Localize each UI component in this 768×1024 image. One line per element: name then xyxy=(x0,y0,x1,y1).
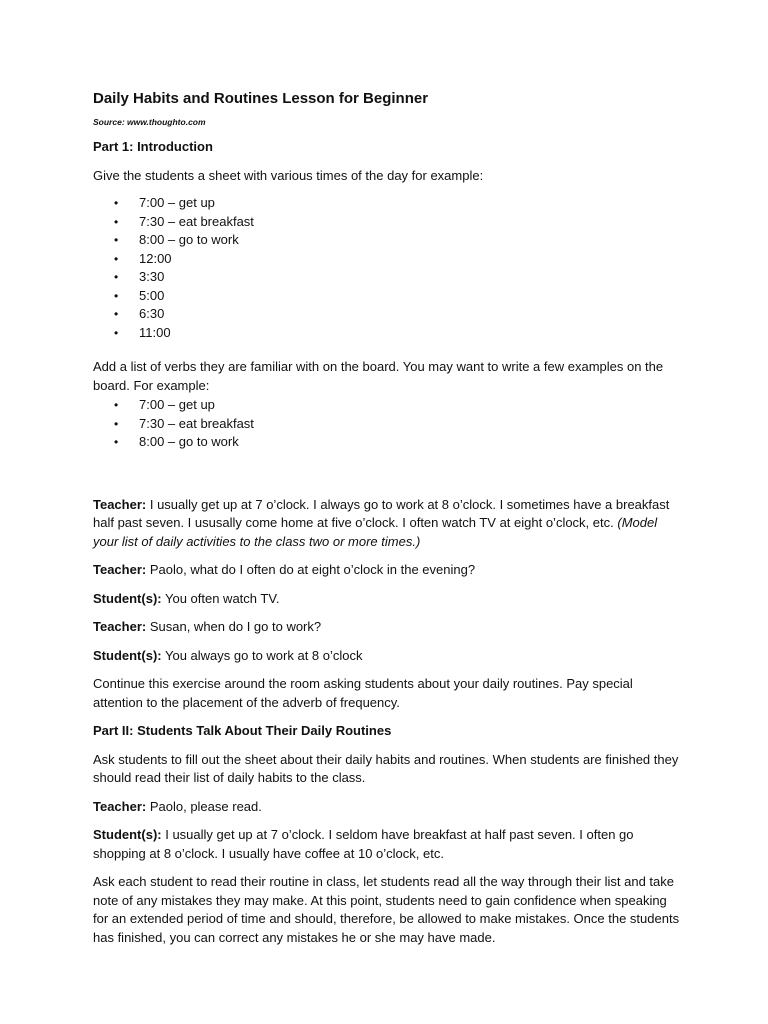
bullet-icon: • xyxy=(114,398,119,412)
bullet-icon: • xyxy=(114,325,119,340)
list-item: • 5:00 xyxy=(93,287,683,306)
list-item: • 7:00 – get up xyxy=(93,194,683,213)
teacher-line-2: Teacher: Paolo, what do I often do at eight o’clock in the evening? xyxy=(93,562,476,577)
list-item: • 6:30 xyxy=(93,305,683,324)
bullet-icon: • xyxy=(114,214,119,229)
verbs-paragraph: Add a list of verbs they are familiar with on the board. You may want to write a few examples on the board. For example: xyxy=(93,359,664,393)
source-line: Source: www.thoughto.com xyxy=(93,117,206,127)
student-line-3: Student(s): I usually get up at 7 o’clock. I seldom have breakfast at half past seven. I often go shopping at 8 o’clock. I usually have coffee at 10 o’clock, etc. xyxy=(93,827,634,861)
teacher-line-1: Teacher: I usually get up at 7 o’clock. I always go to work at 8 o’clock. I sometimes have a breakfast half past seven. I ususally come home at five o’clock. I often watch TV at eight o’clock, etc. (Model your list of daily activities to the class two or more times.) xyxy=(93,496,670,549)
bullet-icon: • xyxy=(114,435,119,449)
document-title: Daily Habits and Routines Lesson for Beginner xyxy=(93,90,429,107)
part2-heading: Part II: Students Talk About Their Daily Routines xyxy=(93,723,392,738)
part1-intro: Give the students a sheet with various times of the day for example: xyxy=(93,167,484,183)
list-item: • 7:30 – eat breakfast xyxy=(93,213,683,232)
verb-examples-list xyxy=(93,396,683,452)
teacher-line-3: Teacher: Susan, when do I go to work? xyxy=(93,619,322,634)
times-list xyxy=(93,194,683,342)
bullet-icon: • xyxy=(114,196,119,210)
bullet-icon: • xyxy=(114,288,119,303)
list-item: • 3:30 xyxy=(93,268,683,287)
continue-paragraph: Continue this exercise around the room asking students about your daily routines. Pay special attention to the placement of the adverb of frequency. xyxy=(93,676,633,710)
bullet-icon: • xyxy=(114,233,119,247)
list-item: • 7:00 – get up xyxy=(93,396,683,415)
part1-heading: Part 1: Introduction xyxy=(93,139,213,154)
bullet-icon: • xyxy=(114,270,119,284)
student-line-2: Student(s): You always go to work at 8 o’clock xyxy=(93,647,363,663)
student-line-1: Student(s): You often watch TV. xyxy=(93,590,280,606)
part2-intro: Ask students to fill out the sheet about their daily habits and routines. When students are finished they should read their list of daily habits to the class. xyxy=(93,751,679,785)
bullet-icon: • xyxy=(114,251,119,266)
bullet-icon: • xyxy=(114,416,119,431)
closing-paragraph: Ask each student to read their routine in class, let students read all the way through their list and take note of any mistakes they may make. At this point, students need to gain confidence when speaking for an extended period of time and should, therefore, be allowed to make mistakes. Once the students has finished, you can correct any mistakes he or she may have made. xyxy=(93,874,680,945)
bullet-icon: • xyxy=(114,307,119,321)
list-item: • 7:30 – eat breakfast xyxy=(93,415,683,434)
teacher-line-4: Teacher: Paolo, please read. xyxy=(93,798,262,814)
document-content xyxy=(93,89,683,947)
list-item: • 11:00 xyxy=(93,324,683,343)
list-item: • 12:00 xyxy=(93,250,683,269)
list-item: • 8:00 – go to work xyxy=(93,433,683,452)
list-item: • 8:00 – go to work xyxy=(93,231,683,250)
